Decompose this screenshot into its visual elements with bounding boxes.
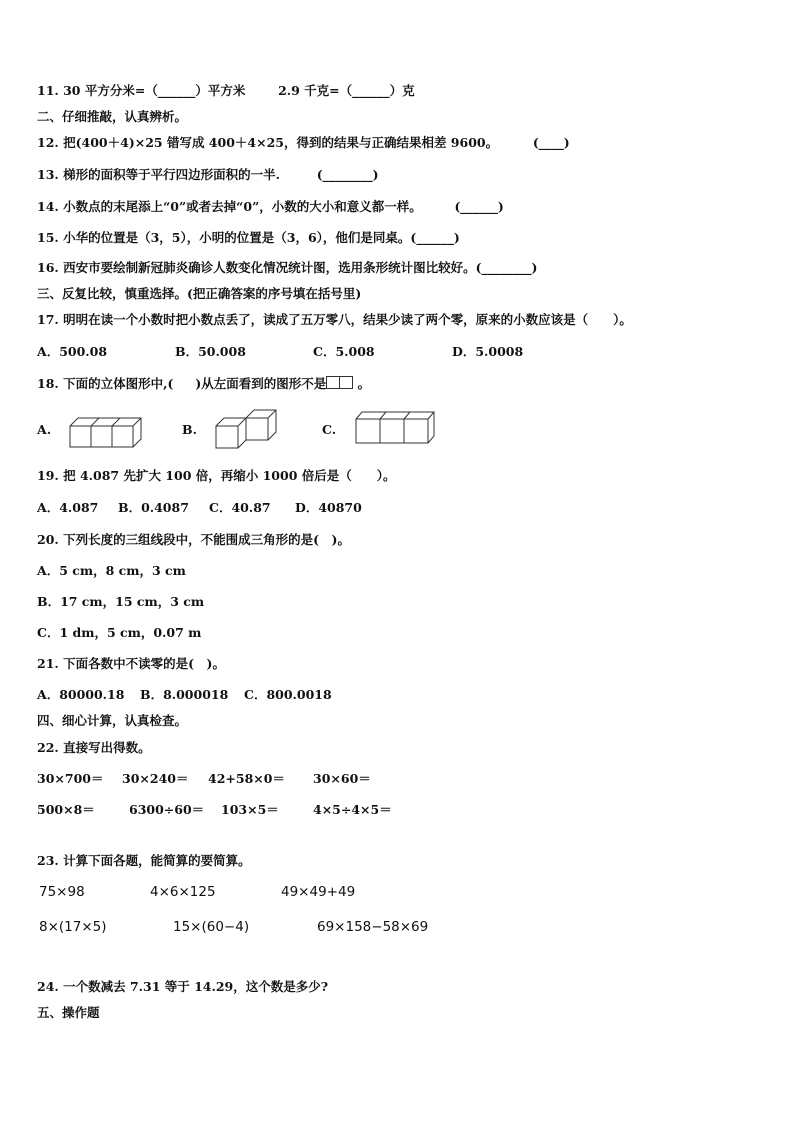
- q20-option-c[interactable]: C．1 dm，5 cm，0.07 m: [37, 625, 202, 640]
- q11-part1: 30 平方分米=（: [63, 83, 158, 98]
- q18-label-c[interactable]: C.: [322, 422, 337, 437]
- q15-number: 15.: [37, 230, 59, 245]
- q19-option-c[interactable]: C．40.87: [209, 500, 271, 515]
- q17-option-d[interactable]: D．5.0008: [452, 344, 524, 359]
- q14-answer-paren[interactable]: (______): [454, 199, 504, 214]
- q18-label-b[interactable]: B.: [182, 422, 197, 437]
- section-2-heading: 二、仔细推敲，认真辨析。: [37, 109, 188, 124]
- q22-calc-4[interactable]: 30×60＝: [313, 771, 371, 786]
- q16-number: 16.: [37, 260, 59, 275]
- question-11: [37, 83, 415, 99]
- q24-text: 一个数减去 7.31 等于 14.29，这个数是多少?: [63, 979, 329, 994]
- section-3-heading: 三、反复比较，慎重选择。(把正确答案的序号填在括号里): [37, 286, 362, 301]
- question-20: [37, 532, 350, 548]
- question-19: [37, 468, 396, 484]
- q11-part2: ）平方米: [195, 83, 246, 98]
- q24-number: 24.: [37, 979, 59, 994]
- q18-text-c: 。: [357, 376, 371, 391]
- question-18: [37, 376, 370, 392]
- q21-option-a[interactable]: A．80000.18: [37, 687, 125, 702]
- question-14: [37, 199, 504, 215]
- q22-text: 直接写出得数。: [63, 740, 151, 755]
- q23-expr-6[interactable]: 69×158−58×69: [317, 919, 429, 935]
- question-16: [37, 260, 537, 276]
- q23-number: 23.: [37, 853, 59, 868]
- q14-text: 小数点的末尾添上“0”或者去掉“0”，小数的大小和意义都一样。: [63, 199, 422, 214]
- q17-option-a[interactable]: A．500.08: [37, 344, 108, 359]
- q12-number: 12.: [37, 135, 59, 150]
- q11-part4: ）克: [389, 83, 415, 98]
- q20-option-b[interactable]: B．17 cm，15 cm，3 cm: [37, 594, 205, 609]
- q12-answer-paren[interactable]: (____): [532, 135, 570, 150]
- q13-text: 梯形的面积等于平行四边形面积的一半.: [63, 167, 280, 182]
- q22-calc-5[interactable]: 500×8＝: [37, 802, 95, 817]
- q19-text: 把 4.087 先扩大 100 倍，再缩小 1000 倍后是（ ）。: [63, 468, 396, 483]
- q19-option-d[interactable]: D．40870: [295, 500, 362, 515]
- q19-option-b[interactable]: B．0.4087: [118, 500, 189, 515]
- q22-calc-2[interactable]: 30×240＝: [122, 771, 189, 786]
- q20-number: 20.: [37, 532, 59, 547]
- q11-blank1[interactable]: ______: [157, 83, 196, 98]
- q23-expr-4[interactable]: 8×(17×5): [39, 919, 107, 935]
- two-square-view-icon: [326, 376, 353, 391]
- q11-part3: 2.9 千克=（: [278, 83, 353, 98]
- q18-figure-a-cubes-icon: [66, 414, 152, 452]
- question-23: [37, 853, 251, 869]
- q22-number: 22.: [37, 740, 59, 755]
- q22-calc-1[interactable]: 30×700＝: [37, 771, 104, 786]
- q22-calc-8[interactable]: 4×5÷4×5＝: [313, 802, 392, 817]
- q15-answer-paren[interactable]: (______): [410, 230, 460, 245]
- q23-expr-3[interactable]: 49×49+49: [281, 884, 356, 900]
- q17-option-b[interactable]: B．50.008: [175, 344, 246, 359]
- q20-text: 下列长度的三组线段中，不能围成三角形的是( )。: [63, 532, 350, 547]
- section-5-heading: 五、操作题: [37, 1005, 100, 1020]
- q15-text: 小华的位置是（3，5），小明的位置是（3，6），他们是同桌。: [63, 230, 411, 245]
- q13-answer-paren[interactable]: (________): [316, 167, 379, 182]
- q17-text: 明明在读一个小数时把小数点丢了，读成了五万零八，结果少读了两个零，原来的小数应该是（ ）。: [63, 312, 632, 327]
- q22-calc-7[interactable]: 103×5＝: [221, 802, 279, 817]
- q18-number: 18.: [37, 376, 59, 391]
- q18-figure-b-cubes-icon: [210, 406, 286, 454]
- q16-answer-paren[interactable]: (________): [475, 260, 538, 275]
- q14-number: 14.: [37, 199, 59, 214]
- q22-calc-6[interactable]: 6300÷60＝: [129, 802, 205, 817]
- q23-expr-5[interactable]: 15×(60−4): [173, 919, 250, 935]
- question-15: [37, 230, 460, 246]
- question-13: [37, 167, 379, 183]
- q18-label-a[interactable]: A.: [37, 422, 52, 437]
- q21-text: 下面各数中不读零的是( )。: [63, 656, 225, 671]
- q13-number: 13.: [37, 167, 59, 182]
- q11-blank2[interactable]: ______: [352, 83, 390, 98]
- q18-text-a: 下面的立体图形中,(: [63, 376, 174, 391]
- q18-text-b: )从左面看到的图形不是: [195, 376, 327, 391]
- question-17: [37, 312, 632, 328]
- q11-number: 11.: [37, 83, 59, 98]
- q19-option-a[interactable]: A．4.087: [37, 500, 99, 515]
- q17-option-c[interactable]: C．5.008: [313, 344, 375, 359]
- q19-number: 19.: [37, 468, 59, 483]
- question-22: [37, 740, 151, 756]
- q21-option-b[interactable]: B．8.000018: [140, 687, 229, 702]
- q16-text: 西安市要绘制新冠肺炎确诊人数变化情况统计图，选用条形统计图比较好。: [63, 260, 476, 275]
- q23-expr-1[interactable]: 75×98: [39, 884, 85, 900]
- q23-text: 计算下面各题，能简算的要简算。: [63, 853, 251, 868]
- question-24: [37, 979, 328, 995]
- q21-option-c[interactable]: C．800.0018: [244, 687, 332, 702]
- section-4-heading: 四、细心计算，认真检查。: [37, 713, 188, 728]
- q22-calc-3[interactable]: 42+58×0＝: [208, 771, 285, 786]
- q23-expr-2[interactable]: 4×6×125: [150, 884, 216, 900]
- question-21: [37, 656, 225, 672]
- q17-number: 17.: [37, 312, 59, 327]
- q18-figure-c-cubes-icon: [352, 408, 436, 448]
- q12-text: 把(400＋4)×25 错写成 400＋4×25，得到的结果与正确结果相差 9600。: [63, 135, 499, 150]
- question-12: [37, 135, 570, 151]
- q21-number: 21.: [37, 656, 59, 671]
- q20-option-a[interactable]: A．5 cm，8 cm，3 cm: [37, 563, 186, 578]
